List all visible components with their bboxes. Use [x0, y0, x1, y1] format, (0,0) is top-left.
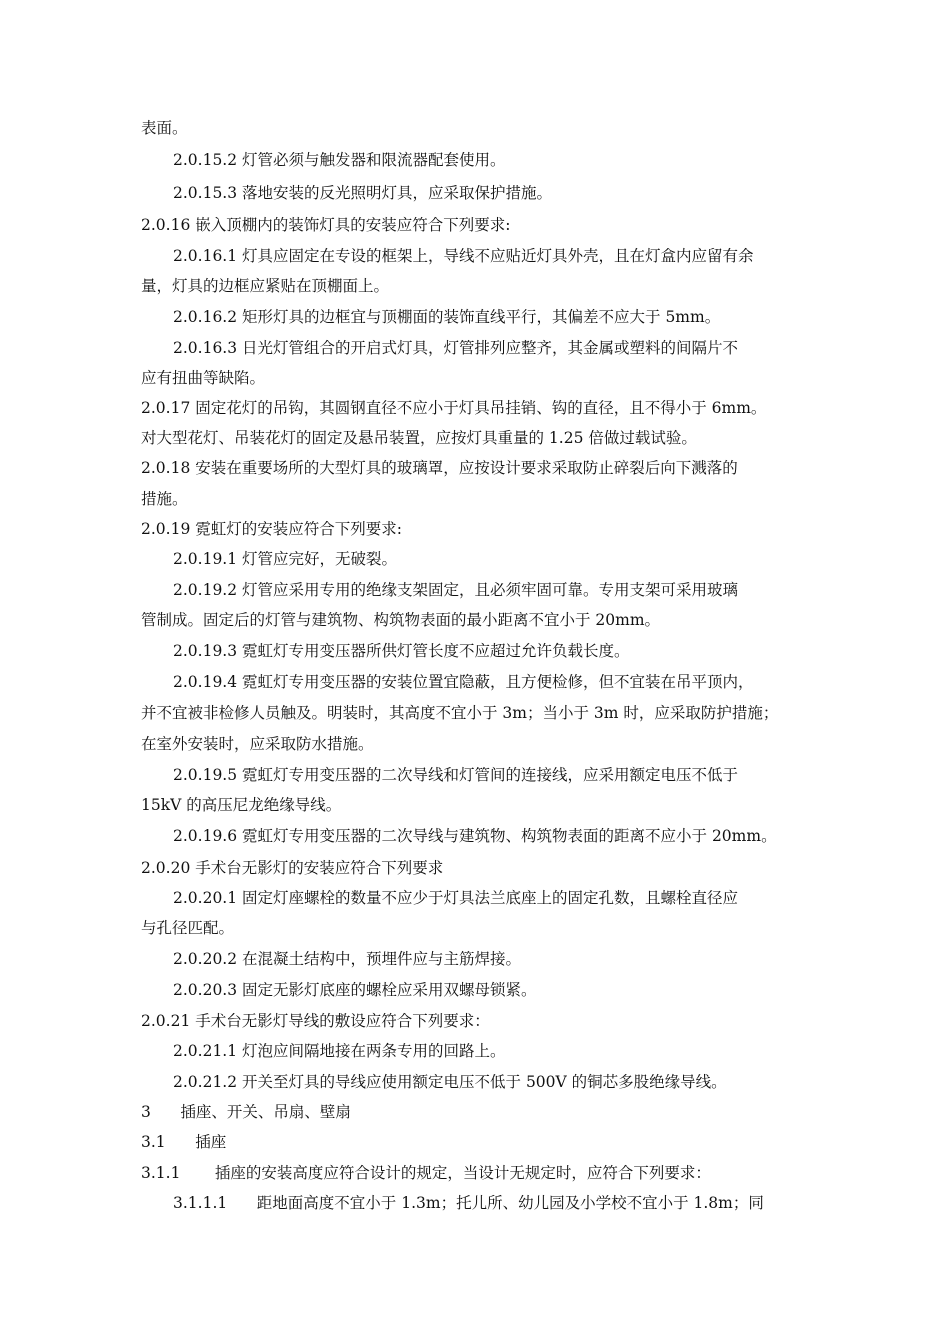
text-line: 2.0.18 安装在重要场所的大型灯具的玻璃罩，应按设计要求采取防止碎裂后向下溅落的 [141, 459, 738, 477]
text-line: 2.0.16.2 矩形灯具的边框宜与顶棚面的装饰直线平行，其偏差不应大于 5mm。 [173, 308, 721, 326]
text-line: 2.0.21 手术台无影灯导线的敷设应符合下列要求： [141, 1012, 490, 1030]
text-line: 2.0.20.2 在混凝土结构中，预埋件应与主筋焊接。 [173, 950, 522, 968]
text-line: 15kV 的高压尼龙绝缘导线。 [141, 796, 342, 814]
text-line: 2.0.19 霓虹灯的安装应符合下列要求: [141, 520, 402, 538]
section-heading: 3 插座、开关、吊扇、壁扇 [141, 1103, 351, 1121]
text-line: 并不宜被非检修人员触及。明装时，其高度不宜小于 3m；当小于 3m 时，应采取防护措施； [141, 704, 779, 722]
text-line: 量，灯具的边框应紧贴在顶棚面上。 [141, 277, 390, 295]
text-line: 2.0.19.4 霓虹灯专用变压器的安装位置宜隐蔽，且方便检修，但不宜装在吊平顶内， [173, 673, 754, 691]
text-line: 管制成。固定后的灯管与建筑物、构筑物表面的最小距离不宜小于 20mm。 [141, 611, 661, 629]
text-line: 2.0.16.3 日光灯管组合的开启式灯具，灯管排列应整齐，其金属或塑料的间隔片不 [173, 339, 739, 357]
section-heading: 3.1 插座 [141, 1133, 227, 1151]
text-line: 与孔径匹配。 [141, 919, 235, 937]
text-line: 2.0.20.1 固定灯座螺栓的数量不应少于灯具法兰底座上的固定孔数，且螺栓直径应 [173, 889, 739, 907]
text-line: 2.0.20.3 固定无影灯底座的螺栓应采用双螺母锁紧。 [173, 981, 537, 999]
text-line: 2.0.15.2 灯管必须与触发器和限流器配套使用。 [173, 151, 506, 169]
text-line: 3.1.1.1 距地面高度不宜小于 1.3m；托儿所、幼儿园及小学校不宜小于 1.8m；同 [173, 1194, 764, 1212]
text-line: 2.0.21.2 开关至灯具的导线应使用额定电压不低于 500V 的铜芯多股绝缘导线。 [173, 1073, 727, 1091]
text-line: 措施。 [141, 490, 188, 508]
text-line: 2.0.19.3 霓虹灯专用变压器所供灯管长度不应超过允许负载长度。 [173, 642, 630, 660]
text-line: 2.0.16 嵌入顶棚内的装饰灯具的安装应符合下列要求: [141, 216, 511, 234]
text-line: 2.0.20 手术台无影灯的安装应符合下列要求 [141, 859, 444, 877]
text-line: 2.0.16.1 灯具应固定在专设的框架上，导线不应贴近灯具外壳，且在灯盒内应留有余 [173, 247, 754, 265]
text-line: 2.0.19.5 霓虹灯专用变压器的二次导线和灯管间的连接线，应采用额定电压不低于 [173, 766, 739, 784]
text-line: 应有扭曲等缺陷。 [141, 369, 266, 387]
text-line: 2.0.21.1 灯泡应间隔地接在两条专用的回路上。 [173, 1042, 506, 1060]
text-line: 在室外安装时，应采取防水措施。 [141, 735, 374, 753]
text-line: 2.0.19.1 灯管应完好，无破裂。 [173, 550, 398, 568]
text-line: 2.0.17 固定花灯的吊钩，其圆钢直径不应小于灯具吊挂销、钩的直径，且不得小于 6mm。 [141, 399, 767, 417]
text-line: 表面。 [141, 119, 188, 137]
text-line: 2.0.15.3 落地安装的反光照明灯具，应采取保护措施。 [173, 184, 553, 202]
text-line: 3.1.1 插座的安装高度应符合设计的规定，当设计无规定时，应符合下列要求： [141, 1164, 711, 1182]
text-line: 2.0.19.6 霓虹灯专用变压器的二次导线与建筑物、构筑物表面的距离不应小于 20mm。 [173, 827, 777, 845]
text-line: 对大型花灯、吊装花灯的固定及悬吊装置，应按灯具重量的 1.25 倍做过载试验。 [141, 429, 697, 447]
text-line: 2.0.19.2 灯管应采用专用的绝缘支架固定，且必须牢固可靠。专用支架可采用玻璃 [173, 581, 739, 599]
